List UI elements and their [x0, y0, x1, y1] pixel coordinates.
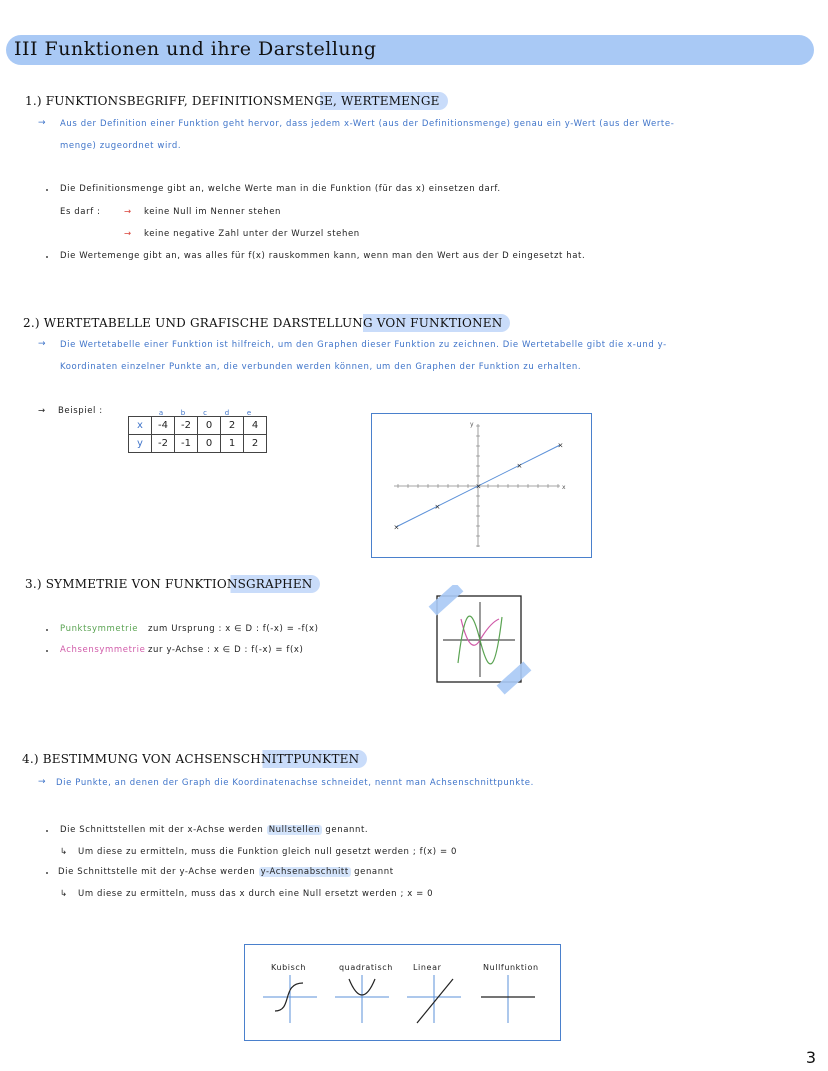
section-2-text-line1: Die Wertetabelle einer Funktion ist hilfreich, um den Graphen dieser Funktion zu zeichnen. Die Wertetabelle gibt die x-und y- — [60, 340, 667, 350]
nullstellen-method: Um diese zu ermitteln, muss die Funktion gleich null gesetzt werden ; f(x) = 0 — [78, 847, 458, 857]
section-1-title: 1.) FUNKTIONSBEGRIFF, DEFINITIONSMENGE, WERTEMENGE — [22, 92, 448, 110]
section-4-title: 4.) BESTIMMUNG VON ACHSENSCHNITTPUNKTEN — [19, 750, 367, 768]
chapter-title: III Funktionen und ihre Darstellung — [14, 38, 377, 60]
definitionsmenge-text: Die Definitionsmenge gibt an, welche Werte man in die Funktion (für das x) einsetzen darf. — [60, 184, 501, 194]
table-cell: 4 — [244, 417, 267, 435]
section-4-text: Die Punkte, an denen der Graph die Koordinatenachse schneidet, nennt man Achsenschnittpunkte. — [56, 778, 534, 788]
table-cell: 2 — [221, 417, 244, 435]
nullstellen-pre: Die Schnittstellen mit der x-Achse werden — [60, 825, 264, 835]
linear-line — [417, 979, 453, 1023]
table-row — [129, 417, 267, 435]
sketch-axes — [263, 975, 535, 1023]
column-header: b — [180, 409, 186, 417]
bullet-dot — [46, 650, 48, 652]
y-achsenabschnitt-highlight: y-Achsenabschnitt — [260, 867, 349, 877]
table-cell: 2 — [244, 435, 267, 453]
rule-no-zero-denominator: keine Null im Nenner stehen — [144, 207, 282, 217]
red-arrow-icon: → — [124, 207, 132, 217]
type-label-quadratisch: quadratisch — [339, 963, 393, 972]
page-number: 3 — [805, 1048, 816, 1067]
y-achsenabschnitt-post: genannt — [354, 867, 394, 877]
type-label-linear: Linear — [413, 963, 442, 972]
linear-graph — [372, 414, 591, 557]
table-row-label: y — [129, 435, 152, 453]
column-header: e — [246, 409, 252, 417]
arrow-icon: → — [38, 339, 46, 349]
table-cell: 1 — [221, 435, 244, 453]
table-cell: 0 — [198, 417, 221, 435]
rule-no-negative-root: keine negative Zahl unter der Wurzel stehen — [144, 229, 360, 239]
type-label-nullfunktion: Nullfunktion — [483, 963, 539, 972]
section-2-text-line2: Koordinaten einzelner Punkte an, die verbunden werden können, um den Graphen der Funktion zu erhalten. — [60, 362, 582, 372]
graph-point: × — [557, 441, 564, 450]
y-axis-label: y — [470, 421, 474, 428]
sketch-frame — [437, 596, 521, 682]
graph-point: × — [393, 523, 400, 532]
table-cell: -1 — [175, 435, 198, 453]
achsensymmetrie-label: Achsensymmetrie — [60, 645, 146, 655]
section-1-definition-line2: menge) zugeordnet wird. — [60, 141, 182, 151]
nullstellen-line — [60, 825, 368, 835]
column-header: a — [158, 409, 164, 417]
arrow-icon: → — [38, 118, 46, 128]
column-header: d — [224, 409, 230, 417]
arrow-icon: → — [38, 777, 46, 787]
return-arrow-icon: ↳ — [60, 847, 68, 857]
graph-point: × — [516, 462, 523, 470]
x-axis-label: x — [562, 484, 566, 491]
column-header: c — [203, 409, 207, 417]
red-arrow-icon: → — [124, 229, 132, 239]
linear-graph-box — [371, 413, 592, 558]
section-2-title: 2.) WERTETABELLE UND GRAFISCHE DARSTELLUNG VON FUNKTIONEN — [20, 314, 510, 332]
wertemenge-text: Die Wertemenge gibt an, was alles für f(x) rauskommen kann, wenn man den Wert aus der D eingesetzt hat. — [60, 251, 586, 261]
table-cell: -2 — [152, 435, 175, 453]
symmetry-sketch — [425, 585, 535, 700]
achsensymmetrie-rule: zur y-Achse : x ∈ D : f(-x) = f(x) — [148, 645, 304, 655]
table-cell: -4 — [152, 417, 175, 435]
bullet-dot — [46, 256, 48, 258]
arrow-icon: → — [38, 406, 46, 416]
nullstellen-post: genannt. — [325, 825, 369, 835]
function-types-box — [244, 944, 561, 1041]
return-arrow-icon: ↳ — [60, 889, 68, 899]
y-achsenabschnitt-pre: Die Schnittstelle mit der y-Achse werden — [58, 867, 256, 877]
es-darf-label: Es darf : — [60, 207, 101, 217]
y-achsenabschnitt-line — [58, 867, 394, 877]
table-row-label: x — [129, 417, 152, 435]
section-1-definition-line1: Aus der Definition einer Funktion geht hervor, dass jedem x-Wert (aus der Definitionsmenge) genau ein y-Wert (aus der Werte- — [60, 119, 675, 129]
type-label-kubisch: Kubisch — [271, 963, 307, 972]
bullet-dot — [46, 830, 48, 832]
graph-point: × — [475, 482, 482, 491]
punktsymmetrie-label: Punktsymmetrie — [60, 624, 139, 634]
table-cell: 0 — [198, 435, 221, 453]
beispiel-label: Beispiel : — [58, 406, 103, 416]
nullstellen-highlight: Nullstellen — [268, 825, 321, 835]
y-achsenabschnitt-method: Um diese zu ermitteln, muss das x durch eine Null ersetzt werden ; x = 0 — [78, 889, 434, 899]
function-type-sketches — [245, 945, 560, 1040]
graph-point: × — [434, 503, 441, 511]
bullet-dot — [46, 872, 48, 874]
value-table — [128, 416, 267, 453]
bullet-dot — [46, 629, 48, 631]
table-cell: -2 — [175, 417, 198, 435]
punktsymmetrie-rule: zum Ursprung : x ∈ D : f(-x) = -f(x) — [148, 624, 319, 634]
bullet-dot — [46, 189, 48, 191]
table-row — [129, 435, 267, 453]
section-3-title: 3.) SYMMETRIE VON FUNKTIONSGRAPHEN — [22, 575, 320, 593]
